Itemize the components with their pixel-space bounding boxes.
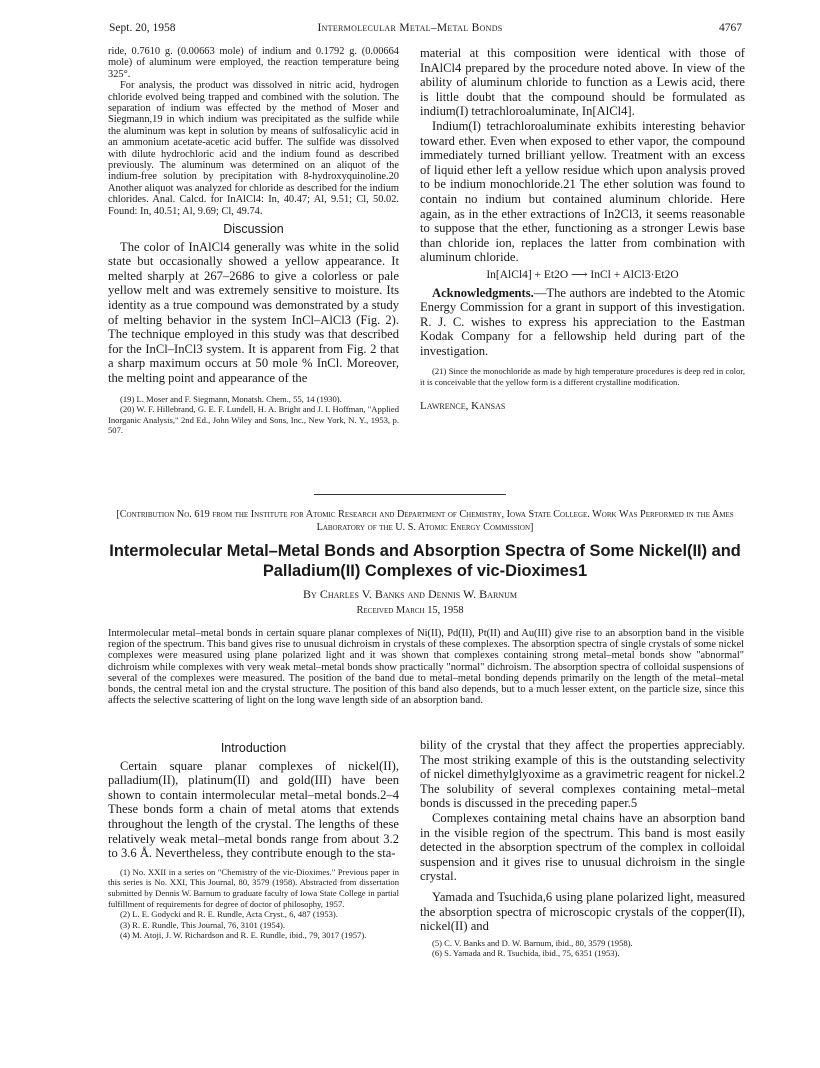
paragraph: material at this composition were identical with those of InAlCl4 prepared by the procedure noted above. In view of the ability of aluminum chloride to function as a Lewis acid, there is little doubt that the compound should be formulated as indium(I) tetrachloroaluminate, In[AlCl4]. xyxy=(420,46,745,119)
footnote: (4) M. Atoji, J. W. Richardson and R. E. Rundle, ibid., 79, 3017 (1957). xyxy=(120,930,367,941)
abstract: Intermolecular metal–metal bonds in certain square planar complexes of Ni(II), Pd(II), Pt(II) and Au(III) give rise to an absorption band in the visible region of the spectrum. This band gives rise to unusual dichroism in crystals of these complexes. The absorption spectra of single crystals of some nickel complexes were measured using plane polarized light and it was shown that complexes containing strong metal–metal bonds show "abnormal" dichroism while complexes with very weak metal–metal bonds show practically "normal" dichroism. The absorption spectra of colloidal suspensions of several of the complexes were measured. The position of the band due to metal–metal bonding depends primarily on the length of the metal–metal bonds, the central metal ion and the crystal structure. The position of this band also depends, but to a much lesser extent, on the particle size, since this affects the selective scattering of light on the long wave length side of an absorption band. xyxy=(108,628,744,707)
paragraph: The color of InAlCl4 generally was white in the solid state but occasionally showed a yellow appearance. It melted sharply at 267–2686 to give a colorless or pale yellow melt and was extremely sensitive to moisture. Its identity as a true compound was demonstrated by a study of melting behavior in the system InCl–AlCl3 (Fig. 2). The technique employed in this study was that described for the InCl–InCl3 system. It is apparent from Fig. 2 that a sharp maximum occurs at 50 mole % InCl. Moreover, the melting point and appearance of the xyxy=(108,239,399,386)
place-line: Lawrence, Kansas xyxy=(420,399,506,412)
paragraph: Yamada and Tsuchida,6 using plane polarized light, measured the absorption spectra of microscopic crystals of the copper(II), nickel(II) and xyxy=(420,889,745,934)
contribution-note: [Contribution No. 619 from the Institute for Atomic Research and Department of Chemistry, Iowa State College. Work Was Performed in the Ames Laboratory of the U. S. Atomic Energy Commission] xyxy=(116,509,734,533)
footnote: (19) L. Moser and F. Siegmann, Monatsh. Chem., 55, 14 (1930). xyxy=(120,393,342,404)
byline: By Charles V. Banks and Dennis W. Barnum xyxy=(303,587,517,601)
top-left-column xyxy=(108,46,399,436)
bottom-left-column xyxy=(108,738,399,941)
header-date: Sept. 20, 1958 xyxy=(109,22,176,34)
paragraph: ride, 0.7610 g. (0.00663 mole) of indium and 0.1792 g. (0.00664 mole) of aluminum were employed, the reaction temperature being 325°. xyxy=(108,46,399,80)
title-line-1: Intermolecular Metal–Metal Bonds and Absorption Spectra of Some Nickel(II) and xyxy=(109,542,741,560)
ack-heading: Acknowledgments. xyxy=(432,285,534,300)
ack-text: —The authors are indebted to the Atomic Energy Commission for a grant in support of this investigation. R. J. C. wishes to express his appreciation to the Eastman Kodak Company for a fellowship held during part of the investigation. xyxy=(420,285,745,358)
running-title: Intermolecular Metal–Metal Bonds xyxy=(317,22,503,34)
footnote: (2) L. E. Godycki and R. E. Rundle, Acta Cryst., 6, 487 (1953). xyxy=(120,909,338,920)
footnote: (6) S. Yamada and R. Tsuchida, ibid., 75, 6351 (1953). xyxy=(432,948,620,959)
title-line-2: Palladium(II) Complexes of vic-Dioximes1 xyxy=(262,562,588,580)
top-right-column xyxy=(420,46,745,412)
received-date: Received March 15, 1958 xyxy=(356,605,464,616)
paragraph: bility of the crystal that they affect the properties appreciably. The most striking example of this is the outstanding selectivity of nickel dimethylglyoxime as a gravimetric reagent for nickel.2 The solubility of several complexes containing metal–metal bonds is discussed in the preceding paper.5 xyxy=(420,738,745,811)
acknowledgments xyxy=(420,286,745,359)
footnote: (21) Since the monochloride as made by high temperature procedures is deep red in color, it is conceivable that the yellow form is a different crystalline modification. xyxy=(420,366,745,388)
separator-rule xyxy=(314,494,506,495)
bottom-right-column xyxy=(420,738,745,959)
page-number: 4767 xyxy=(719,22,742,34)
footnote: (3) R. E. Rundle, This Journal, 76, 3101 (1954). xyxy=(120,919,286,930)
paragraph: Indium(I) tetrachloroaluminate exhibits interesting behavior toward ether. Even when exposed to ether vapor, the compound immediately turned brilliant yellow. Treatment with an excess of liquid ether left a yellow residue which upon analysis proved to be indium monochloride.21 The ether solution was found to contain no indium but contained aluminum chloride. Here again, as in the ether extractions of In2Cl3, it seems reasonable to suppose that the ether, functioning as a stronger Lewis base than chloride ion, replaces the latter from combination with aluminum chloride. xyxy=(420,118,745,265)
footnote: (20) W. F. Hillebrand, G. E. F. Lundell, H. A. Bright and J. I. Hoffman, "Applied Inorganic Analysis," 2nd Ed., John Wiley and Sons, Inc., New York, N. Y., 1953, p. 507. xyxy=(108,404,399,436)
article-title xyxy=(80,541,770,581)
discussion-heading: Discussion xyxy=(223,222,284,237)
paragraph: For analysis, the product was dissolved in nitric acid, hydrogen chloride evolved being trapped and combined with the solution. The separation of indium was effected by the method of Moser and Siegmann,19 in which indium was precipitated as the sulfide while the aluminum was kept in solution by means of sulfosalicylic acid in an ammonium acetate-acetic acid buffer. The sulfide was dissolved with dilute hydrochloric acid and the indium found as described previously. The aluminum was determined on an aliquot of the indium-free solution by precipitation with 8-hydroxyquinoline.20 Another aliquot was analyzed for chloride as described for the indium chlorides. Anal. Calcd. for InAlCl4: In, 40.47; Al, 9.51; Cl, 50.02. Found: In, 40.51; Al, 9.69; Cl, 49.74. xyxy=(108,80,399,217)
equation: In[AlCl4] + Et2O ⟶ InCl + AlCl3·Et2O xyxy=(486,268,679,281)
introduction-heading: Introduction xyxy=(220,741,287,755)
paragraph: Certain square planar complexes of nickel(II), palladium(II), platinum(II) and gold(III) have been shown to contain intermolecular metal–metal bonds.2–4 These bonds form a chain of metal atoms that extends throughout the length of the crystal. The lengths of these relatively weak metal–metal bonds range from about 3.2 to 3.6 Å. Nevertheless, they contribute enough to the sta- xyxy=(108,758,399,861)
paragraph: Complexes containing metal chains have an absorption band in the visible region of the spectrum. This band is most easily detected in the absorption spectrum of the complex in colloidal suspension and it gives rise to unusual dichroism in the single crystal. xyxy=(420,810,745,884)
footnote: (1) No. XXII in a series on "Chemistry of the vic-Dioximes." Previous paper in this series is No. XXI, This Journal, 80, 3579 (1958). Abstracted from dissertation submitted by Dennis W. Barnum to graduate faculty of Iowa State College in partial fulfillment of requirements for degree of doctor of philosophy, 1957. xyxy=(108,866,399,909)
footnote: (5) C. V. Banks and D. W. Barnum, ibid., 80, 3579 (1958). xyxy=(432,937,633,948)
